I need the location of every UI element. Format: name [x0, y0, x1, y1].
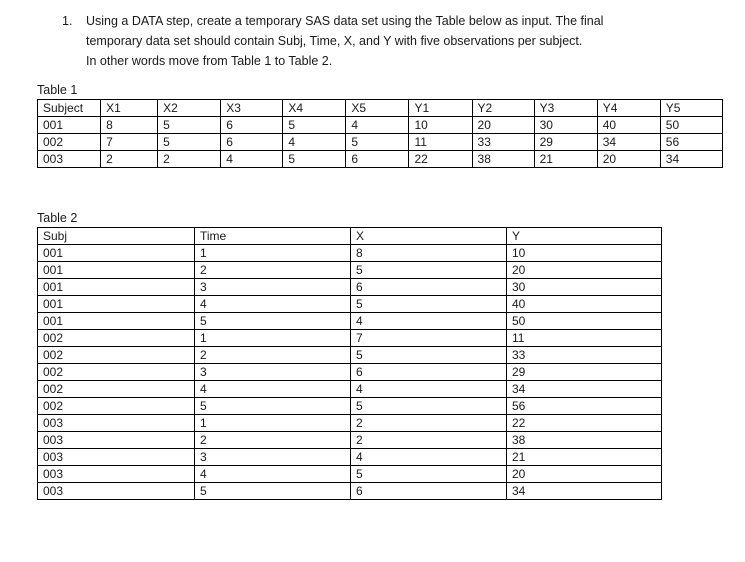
table-cell: 20: [597, 151, 660, 168]
table-cell: 33: [507, 347, 662, 364]
table-cell: 003: [38, 415, 195, 432]
table-cell: 5: [195, 398, 351, 415]
table-cell: 2: [351, 415, 507, 432]
table-cell: 22: [409, 151, 472, 168]
table-2: [37, 227, 662, 500]
table-row: [38, 279, 662, 296]
table-cell: 5: [351, 262, 507, 279]
table-cell: 5: [283, 117, 346, 134]
table-header-cell: Y3: [534, 100, 597, 117]
table-cell: 22: [507, 415, 662, 432]
table-cell: 7: [351, 330, 507, 347]
table-cell: 40: [597, 117, 660, 134]
table-cell: 5: [351, 296, 507, 313]
table-cell: 2: [195, 432, 351, 449]
table-cell: 003: [38, 151, 101, 168]
table-cell: 56: [660, 134, 722, 151]
table-cell: 5: [195, 483, 351, 500]
table-header-row: [38, 228, 662, 245]
table-cell: 34: [660, 151, 722, 168]
question-line: Using a DATA step, create a temporary SAS data set using the Table below as input. The final: [86, 14, 604, 28]
table-2-caption: Table 2: [37, 211, 78, 225]
table-cell: 2: [351, 432, 507, 449]
table-cell: 003: [38, 449, 195, 466]
table-cell: 001: [38, 117, 101, 134]
table-cell: 21: [507, 449, 662, 466]
table-cell: 33: [472, 134, 534, 151]
table-cell: 002: [38, 364, 195, 381]
table-cell: 5: [351, 398, 507, 415]
table-row: [38, 364, 662, 381]
table-cell: 8: [351, 245, 507, 262]
table-cell: 29: [507, 364, 662, 381]
table-cell: 3: [195, 449, 351, 466]
table-cell: 001: [38, 296, 195, 313]
table-cell: 2: [195, 347, 351, 364]
table-cell: 56: [507, 398, 662, 415]
table-cell: 10: [507, 245, 662, 262]
table-cell: 30: [507, 279, 662, 296]
table-header-cell: Subject: [38, 100, 101, 117]
table-cell: 4: [195, 466, 351, 483]
table-cell: 40: [507, 296, 662, 313]
table-cell: 4: [195, 296, 351, 313]
table-cell: 2: [158, 151, 221, 168]
table-row: [38, 466, 662, 483]
table-header-cell: X: [351, 228, 507, 245]
table-cell: 34: [507, 483, 662, 500]
table-row: [38, 432, 662, 449]
table-cell: 6: [351, 279, 507, 296]
table-header-cell: X5: [346, 100, 409, 117]
table-cell: 4: [346, 117, 409, 134]
table-cell: 5: [346, 134, 409, 151]
table-header-row: [38, 100, 723, 117]
table-row: [38, 483, 662, 500]
table-cell: 001: [38, 245, 195, 262]
table-header-cell: Y: [507, 228, 662, 245]
table-row: [38, 313, 662, 330]
table-cell: 5: [351, 466, 507, 483]
table-cell: 6: [221, 117, 283, 134]
table-row: [38, 330, 662, 347]
table-cell: 21: [534, 151, 597, 168]
table-cell: 3: [195, 279, 351, 296]
table-header-cell: Y2: [472, 100, 534, 117]
table-cell: 8: [101, 117, 158, 134]
table-row: [38, 415, 662, 432]
table-header-cell: X2: [158, 100, 221, 117]
table-cell: 34: [597, 134, 660, 151]
table-cell: 6: [346, 151, 409, 168]
table-cell: 38: [507, 432, 662, 449]
table-row: [38, 347, 662, 364]
table-header-cell: Y4: [597, 100, 660, 117]
table-cell: 34: [507, 381, 662, 398]
table-header-cell: Y1: [409, 100, 472, 117]
table-cell: 38: [472, 151, 534, 168]
table-cell: 4: [283, 134, 346, 151]
table-cell: 10: [409, 117, 472, 134]
table-header-cell: X4: [283, 100, 346, 117]
table-cell: 5: [158, 117, 221, 134]
table-cell: 20: [507, 262, 662, 279]
table-cell: 1: [195, 245, 351, 262]
table-cell: 1: [195, 415, 351, 432]
table-cell: 5: [158, 134, 221, 151]
table-cell: 001: [38, 313, 195, 330]
question-line: temporary data set should contain Subj, Time, X, and Y with five observations per subject.: [86, 34, 583, 48]
table-cell: 002: [38, 381, 195, 398]
table-row: [38, 117, 723, 134]
table-header-cell: X3: [221, 100, 283, 117]
table-header-cell: X1: [101, 100, 158, 117]
table-cell: 50: [507, 313, 662, 330]
table-cell: 29: [534, 134, 597, 151]
table-cell: 2: [195, 262, 351, 279]
table-cell: 001: [38, 262, 195, 279]
table-cell: 002: [38, 330, 195, 347]
table-cell: 003: [38, 432, 195, 449]
table-cell: 11: [409, 134, 472, 151]
table-header-cell: Time: [195, 228, 351, 245]
table-row: [38, 245, 662, 262]
table-cell: 003: [38, 483, 195, 500]
table-cell: 50: [660, 117, 722, 134]
table-cell: 6: [351, 364, 507, 381]
table-cell: 30: [534, 117, 597, 134]
table-cell: 4: [351, 313, 507, 330]
table-cell: 4: [351, 449, 507, 466]
question-text: [86, 11, 706, 71]
table-cell: 11: [507, 330, 662, 347]
table-cell: 20: [472, 117, 534, 134]
table-cell: 4: [195, 381, 351, 398]
table-row: [38, 151, 723, 168]
table-row: [38, 449, 662, 466]
table-row: [38, 262, 662, 279]
table-row: [38, 381, 662, 398]
table-row: [38, 296, 662, 313]
table-cell: 6: [351, 483, 507, 500]
table-cell: 002: [38, 134, 101, 151]
table-cell: 002: [38, 347, 195, 364]
table-1-caption: Table 1: [37, 83, 78, 97]
table-cell: 2: [101, 151, 158, 168]
table-cell: 4: [221, 151, 283, 168]
table-cell: 5: [351, 347, 507, 364]
table-header-cell: Y5: [660, 100, 722, 117]
table-cell: 20: [507, 466, 662, 483]
table-cell: 5: [283, 151, 346, 168]
table-cell: 3: [195, 364, 351, 381]
table-cell: 001: [38, 279, 195, 296]
table-row: [38, 398, 662, 415]
table-cell: 6: [221, 134, 283, 151]
table-cell: 002: [38, 398, 195, 415]
table-header-cell: Subj: [38, 228, 195, 245]
table-cell: 7: [101, 134, 158, 151]
table-cell: 4: [351, 381, 507, 398]
question-number: 1.: [62, 14, 73, 28]
table-cell: 5: [195, 313, 351, 330]
table-cell: 003: [38, 466, 195, 483]
table-1: [37, 99, 723, 168]
table-row: [38, 134, 723, 151]
table-cell: 1: [195, 330, 351, 347]
question-line: In other words move from Table 1 to Table 2.: [86, 54, 333, 68]
